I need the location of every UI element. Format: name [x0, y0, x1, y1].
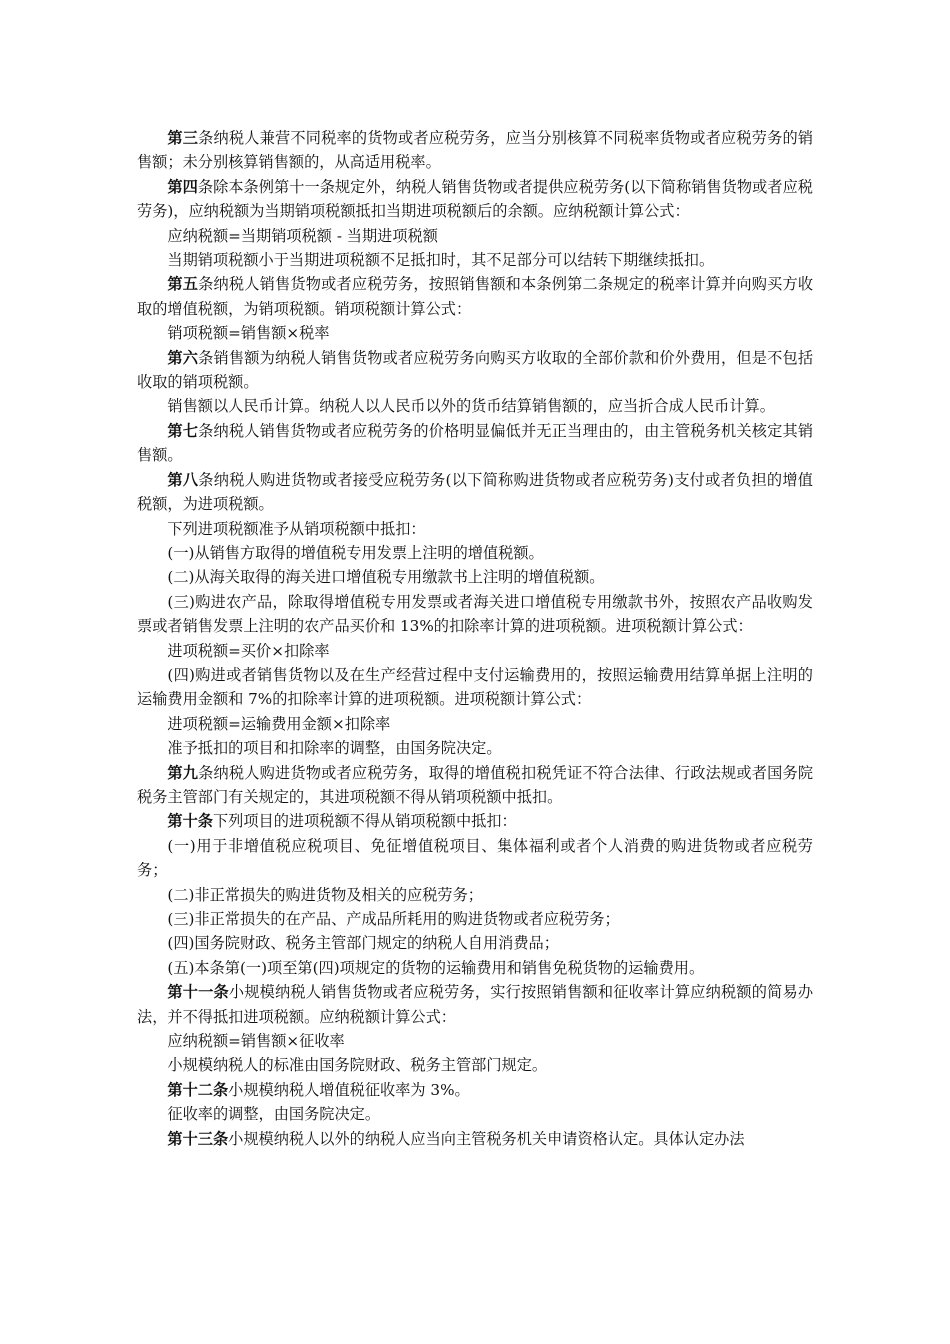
paragraph-text: 条纳税人销售货物或者应税劳务的价格明显偏低并无正当理由的，由主管税务机关核定其销售额。	[137, 421, 814, 465]
paragraph-text: 小规模纳税人销售货物或者应税劳务，实行按照销售额和征收率计算应纳税额的简易办法，并不得抵扣进项税额。应纳税额计算公式：	[137, 983, 814, 1026]
paragraph	[137, 1053, 813, 1077]
paragraph	[137, 883, 813, 907]
paragraph	[137, 394, 813, 418]
article-number: 第六	[167, 348, 199, 367]
article-number: 第四	[167, 177, 198, 196]
paragraph	[137, 224, 813, 248]
paragraph-text: 下列进项税额准予从销项税额中抵扣：	[167, 519, 426, 538]
article-number: 第三	[167, 129, 199, 147]
article-number: 第十二条	[167, 1080, 229, 1099]
article-number: 第十条	[167, 812, 213, 831]
paragraph	[137, 907, 813, 931]
paragraph-text: 小规模纳税人增值税征收率为 3%。	[228, 1080, 470, 1099]
article-number: 第五	[167, 275, 199, 294]
paragraph	[137, 956, 813, 980]
paragraph	[137, 126, 813, 175]
paragraph-text: 进项税额=运输费用金额×扣除率	[167, 714, 391, 733]
paragraph	[137, 736, 813, 760]
paragraph-text: 小规模纳税人的标准由国务院财政、税务主管部门规定。	[167, 1056, 548, 1075]
paragraph-text: (五)本条第(一)项至第(四)项规定的货物的运输费用和销售免税货物的运输费用。	[167, 958, 705, 977]
paragraph-text: (二)从海关取得的海关进口增值税专用缴款书上注明的增值税额。	[167, 568, 605, 587]
paragraph	[137, 639, 813, 663]
paragraph	[137, 1127, 813, 1151]
paragraph	[137, 565, 813, 589]
paragraph-text: 征收率的调整，由国务院决定。	[167, 1105, 381, 1124]
paragraph	[137, 1078, 813, 1102]
paragraph-text: 条纳税人兼营不同税率的货物或者应税劳务，应当分别核算不同税率货物或者应税劳务的销售额；未分别核算销售额的，从高适用税率。	[137, 129, 814, 172]
paragraph	[137, 248, 813, 272]
article-number: 第十一条	[167, 983, 229, 1002]
paragraph	[137, 419, 813, 468]
paragraph-text: 销项税额=销售额×税率	[167, 324, 330, 343]
paragraph-text: 下列项目的进项税额不得从销项税额中抵扣：	[212, 812, 517, 831]
paragraph	[137, 175, 813, 224]
paragraph-text: 应纳税额=销售额×征收率	[167, 1032, 345, 1051]
paragraph-text: 条除本条例第十一条规定外，纳税人销售货物或者提供应税劳务(以下简称销售货物或者应税劳务)，应纳税额为当期销项税额抵扣当期进项税额后的余额。应纳税额计算公式：	[137, 177, 813, 221]
paragraph-text: (一)从销售方取得的增值税专用发票上注明的增值税额。	[167, 543, 544, 562]
paragraph-text: (一)用于非增值税应税项目、免征增值税项目、集体福利或者个人消费的购进货物或者应税劳务；	[137, 836, 813, 880]
paragraph	[137, 1102, 813, 1126]
paragraph	[137, 809, 813, 833]
paragraph-text: 条销售额为纳税人销售货物或者应税劳务向购买方收取的全部价款和价外费用，但是不包括收取的销项税额。	[137, 348, 814, 392]
paragraph	[137, 541, 813, 565]
paragraph	[137, 321, 813, 345]
paragraph-text: 当期销项税额小于当期进项税额不足抵扣时，其不足部分可以结转下期继续抵扣。	[167, 251, 715, 270]
paragraph	[137, 834, 813, 883]
paragraph	[137, 980, 813, 1029]
paragraph	[137, 663, 813, 712]
article-number: 第九	[167, 763, 199, 782]
paragraph-text: 小规模纳税人以外的纳税人应当向主管税务机关申请资格认定。具体认定办法	[228, 1129, 745, 1148]
paragraph-text: (二)非正常损失的购进货物及相关的应税劳务；	[167, 885, 483, 904]
article-number: 第七	[167, 421, 199, 440]
document-page	[137, 126, 813, 1151]
paragraph-text: 条纳税人销售货物或者应税劳务，按照销售额和本条例第二条规定的税率计算并向购买方收取的增值税额，为销项税额。销项税额计算公式：	[137, 275, 814, 318]
paragraph-text: (四)购进或者销售货物以及在生产经营过程中支付运输费用的，按照运输费用结算单据上注明的运输费用金额和 7%的扣除率计算的进项税额。进项税额计算公式：	[137, 665, 813, 709]
paragraph-text: 准予抵扣的项目和扣除率的调整，由国务院决定。	[167, 739, 502, 758]
paragraph-text: (三)非正常损失的在产品、产成品所耗用的购进货物或者应税劳务；	[167, 910, 620, 928]
paragraph	[137, 1029, 813, 1053]
paragraph-text: 应纳税额=当期销项税额 - 当期进项税额	[167, 226, 438, 245]
article-number: 第十三条	[167, 1129, 229, 1148]
paragraph-text: 进项税额=买价×扣除率	[167, 641, 330, 660]
article-number: 第八	[167, 470, 199, 489]
paragraph	[137, 590, 813, 639]
paragraph	[137, 272, 813, 321]
paragraph	[137, 712, 813, 736]
paragraph	[137, 931, 813, 955]
paragraph-text: (四)国务院财政、税务主管部门规定的纳税人自用消费品；	[167, 934, 559, 953]
paragraph	[137, 346, 813, 395]
paragraph-text: 条纳税人购进货物或者应税劳务，取得的增值税扣税凭证不符合法律、行政法规或者国务院税务主管部门有关规定的，其进项税额不得从销项税额中抵扣。	[137, 763, 814, 806]
paragraph-text: (三)购进农产品，除取得增值税专用发票或者海关进口增值税专用缴款书外，按照农产品收购发票或者销售发票上注明的农产品买价和 13%的扣除率计算的进项税额。进项税额计算公式：	[137, 592, 813, 636]
paragraph	[137, 468, 813, 517]
paragraph-text: 销售额以人民币计算。纳税人以人民币以外的货币结算销售额的，应当折合成人民币计算。	[167, 397, 775, 416]
paragraph	[137, 761, 813, 810]
paragraph	[137, 517, 813, 541]
paragraph-text: 条纳税人购进货物或者接受应税劳务(以下简称购进货物或者应税劳务)支付或者负担的增值税额，为进项税额。	[137, 470, 813, 514]
